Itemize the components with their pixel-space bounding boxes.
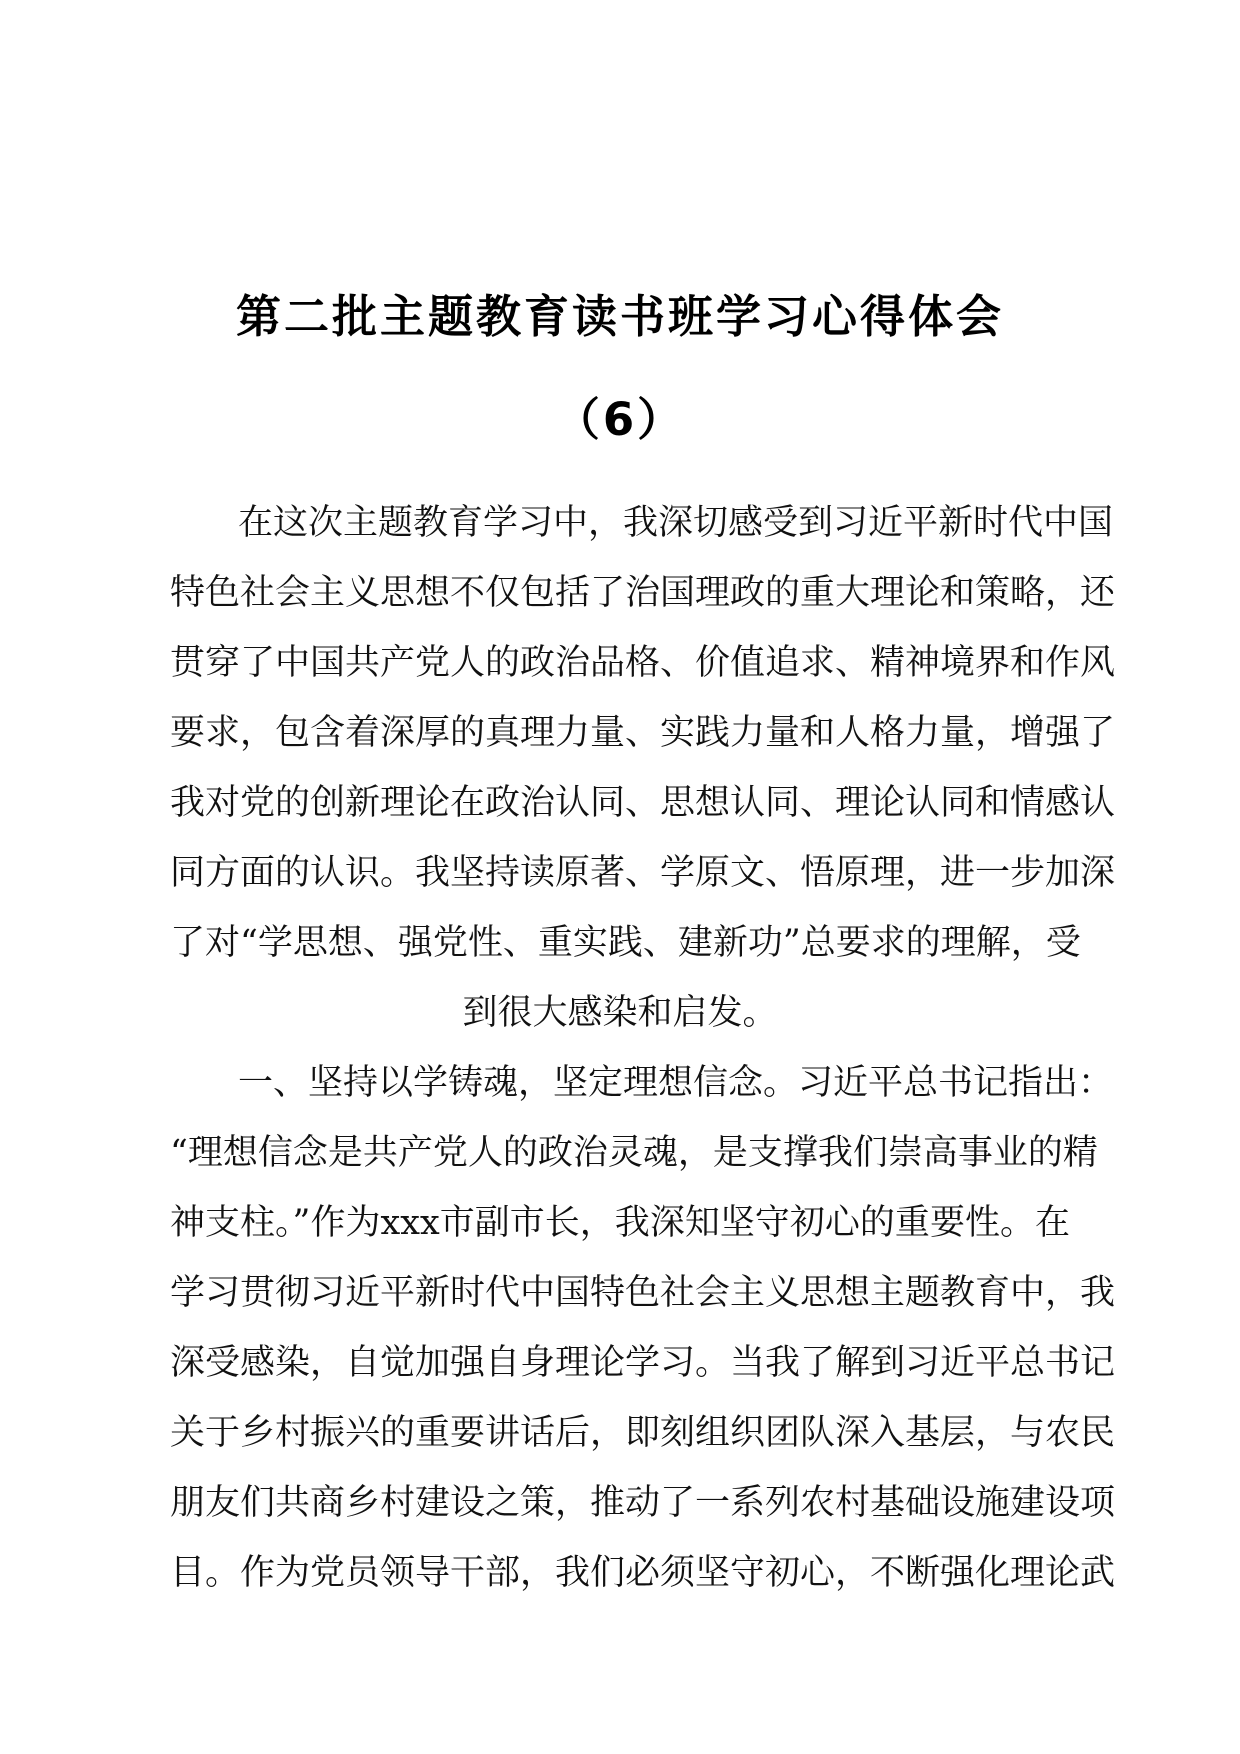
text-line: 我对党的创新理论在政治认同、思想认同、理论认同和情感认 bbox=[170, 783, 1116, 823]
text-line: 到很大感染和启发。 bbox=[462, 993, 778, 1033]
text-line: 同方面的认识。我坚持读原著、学原文、悟原理，进一步加深 bbox=[170, 853, 1116, 893]
text-line: 一、坚持以学铸魂，坚定理想信念。习近平总书记指出： bbox=[238, 1063, 1114, 1103]
text-line: 深受感染，自觉加强自身理论学习。当我了解到习近平总书记 bbox=[170, 1343, 1116, 1383]
text-line: 要求，包含着深厚的真理力量、实践力量和人格力量，增强了 bbox=[170, 713, 1116, 753]
text-line: 特色社会主义思想不仅包括了治国理政的重大理论和策略，还 bbox=[170, 573, 1116, 613]
text-line: 了对“学思想、强党性、重实践、建新功”总要求的理解，受 bbox=[170, 923, 1081, 963]
text-line: “理想信念是共产党人的政治灵魂，是支撑我们崇高事业的精 bbox=[170, 1133, 1098, 1173]
text-line: 学习贯彻习近平新时代中国特色社会主义思想主题教育中，我 bbox=[170, 1273, 1116, 1313]
text-line: 贯穿了中国共产党人的政治品格、价值追求、精神境界和作风 bbox=[170, 643, 1116, 683]
document-subtitle: （6） bbox=[554, 393, 686, 446]
document-title: 第二批主题教育读书班学习心得体会 bbox=[235, 290, 1004, 343]
text-line: 目。作为党员领导干部，我们必须坚守初心，不断强化理论武 bbox=[170, 1553, 1116, 1593]
text-line: 在这次主题教育学习中，我深切感受到习近平新时代中国 bbox=[238, 503, 1114, 543]
text-line: 关于乡村振兴的重要讲话后，即刻组织团队深入基层，与农民 bbox=[170, 1413, 1116, 1453]
document-body bbox=[170, 488, 1116, 1608]
text-line: 神支柱。”作为xxx市副市长，我深知坚守初心的重要性。在 bbox=[170, 1203, 1070, 1243]
text-line: 朋友们共商乡村建设之策，推动了一系列农村基础设施建设项 bbox=[170, 1483, 1116, 1523]
